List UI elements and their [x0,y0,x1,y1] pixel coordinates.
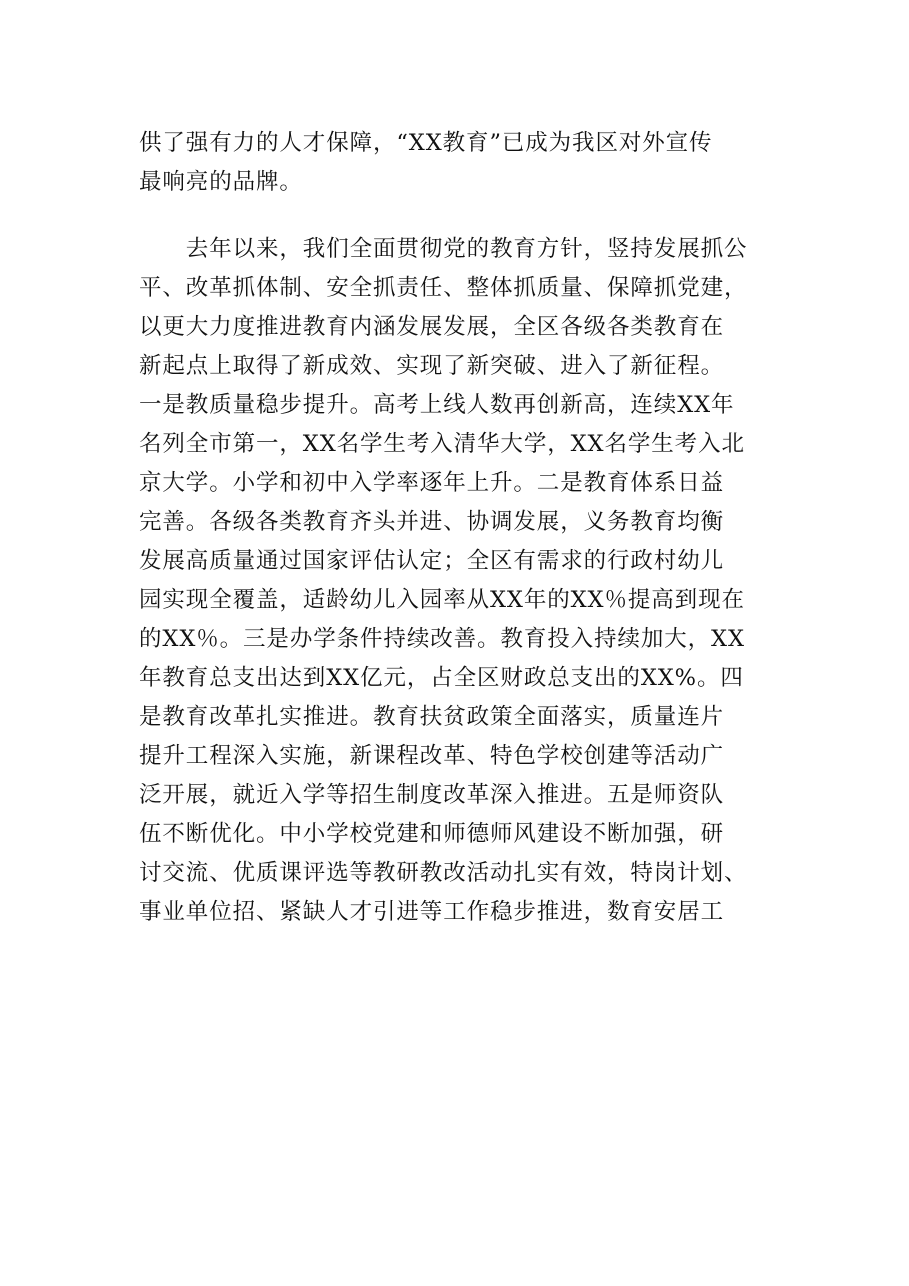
paragraph-1: 供了强有力的人才保障，“XX教育”已成为我区对外宣传 最响亮的品牌。 [139,130,713,195]
paragraph-2: 去年以来，我们全面贯彻党的教育方针，竖持发展抓公 平、改革抓体制、安全抓责任、整体抓质量、保障抓党建， 以更大力度推进教育内涵发展发展，全区各级各类教育在 新起点上取得了新成效、实现了新突破、进入了新征程。 一是教质量稳步提升。高考上线人数再创新高，连续XX年 名列全市第一，XX名学生考入清华大学，XX名学生考入北 京大学。小学和初中入学率逐年上升。二是教育体系日益 完善。各级各类教育齐头并进、协调发展，义务教育均衡 发展高质量通过国家评估认定；全区有需求的行政村幼儿 园实现全覆盖，适龄幼儿入园率从XX年的XX％提高到现在 的XX％。三是办学条件持续改善。教育投入持续加大，XX 年教育总支出达到XX亿元，占全区财政总支出的XX%。四 是教育改革扎实推进。教育扶贫政策全面落实，质量连片 提升工程深入实施，新课程改革、特色学校创建等活动广 泛开展，就近入学等招生制度改革深入推进。五是师资队 伍不断优化。中小学校党建和师德师风建设不断加强，研 讨交流、优质课评选等教研教改活动扎实有效，特岗计划、 事业单位招、紧缺人才引进等工作稳步推进，数育安居工 [139,236,748,925]
